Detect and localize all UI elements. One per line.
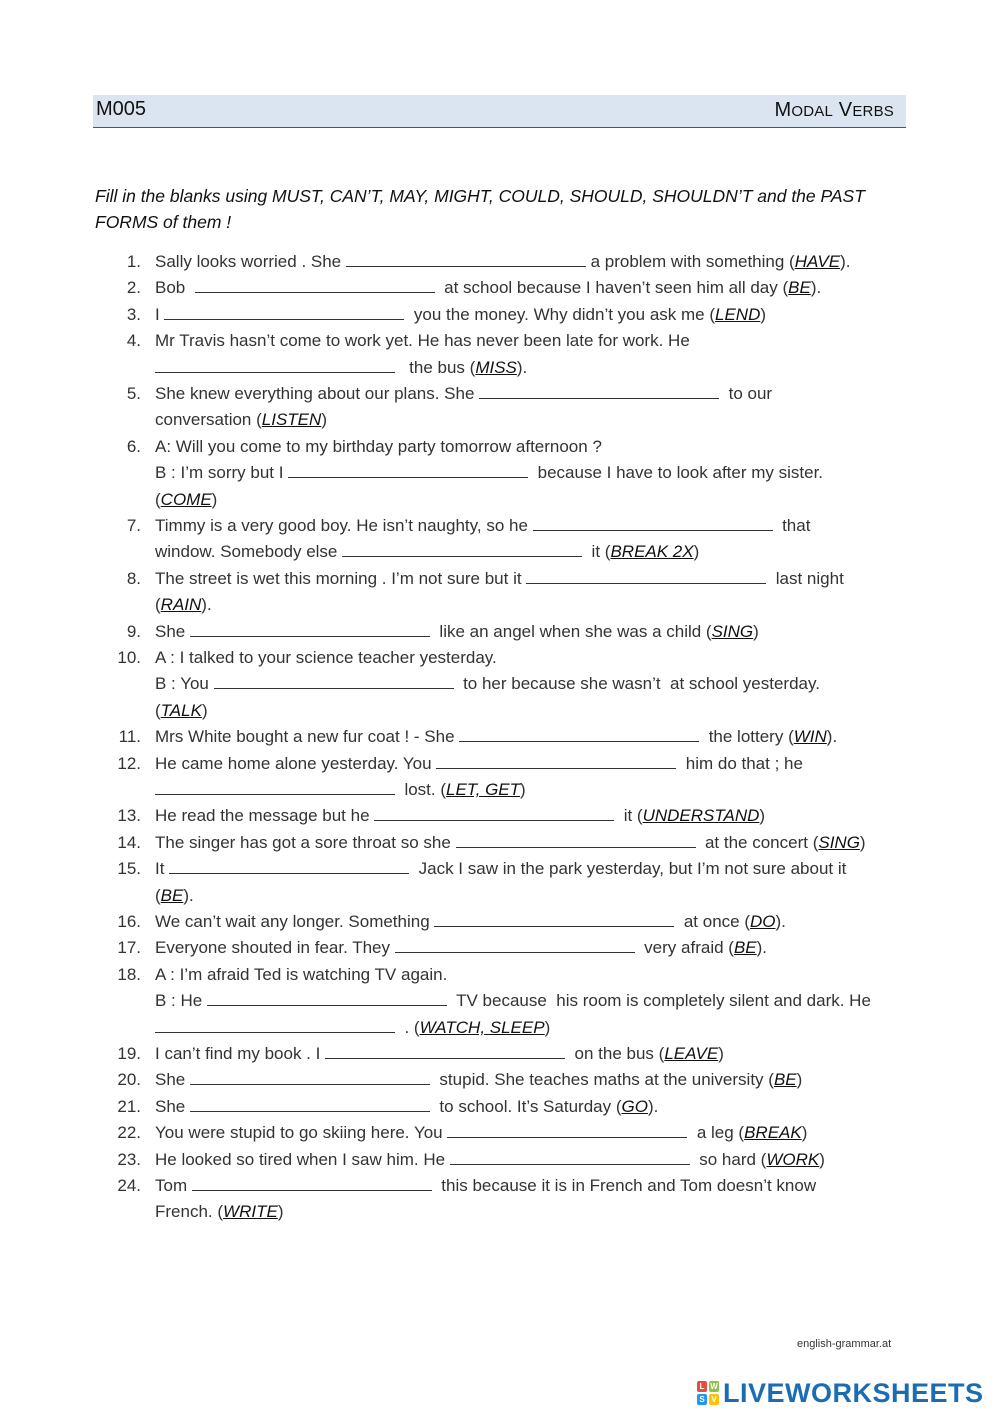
liveworksheets-logo	[695, 1378, 995, 1412]
question-number: 4.	[126, 331, 141, 351]
question-number: 15.	[117, 859, 141, 879]
question-text: to her because she wasn’t at school yesterday.	[453, 674, 820, 694]
answer-blank[interactable]	[436, 754, 676, 769]
answer-blank[interactable]	[169, 859, 409, 874]
question-line	[155, 516, 810, 536]
question-text: The singer has got a sore throat so she	[155, 832, 456, 852]
question-text: ).	[516, 357, 528, 377]
verb-hint: BE	[733, 938, 757, 958]
answer-blank[interactable]	[342, 542, 582, 557]
answer-blank[interactable]	[164, 305, 404, 320]
question-line	[155, 331, 690, 351]
question-line	[155, 437, 602, 457]
question-number: 7.	[126, 516, 141, 535]
question-line	[155, 965, 447, 985]
question-line	[155, 278, 821, 298]
question-text: )	[801, 1123, 808, 1143]
question-text: She	[155, 621, 190, 641]
answer-blank[interactable]	[459, 727, 699, 742]
question-line	[155, 859, 846, 879]
verb-hint: BE	[773, 1070, 797, 1090]
logo-tile: L	[697, 1381, 707, 1392]
logo-grid-icon	[697, 1381, 719, 1405]
question-text: (	[155, 489, 161, 509]
question-text: Sally looks worried . She	[155, 252, 346, 271]
question-text: )	[753, 621, 759, 641]
question-text: ).	[840, 252, 851, 271]
question-line	[155, 674, 820, 694]
question-line	[155, 1176, 816, 1196]
question-text: Bob	[155, 278, 195, 298]
answer-blank[interactable]	[190, 622, 430, 637]
answer-blank[interactable]	[214, 674, 454, 689]
question-number: 2.	[126, 278, 141, 298]
verb-hint: SING	[818, 832, 860, 852]
question-text: The street is wet this morning . I’m not sure but it	[155, 568, 527, 588]
question-text: . (	[395, 1017, 420, 1037]
verb-hint: LISTEN	[261, 410, 322, 430]
question-number: 8.	[126, 568, 141, 588]
question-line	[155, 727, 837, 747]
question-text: )	[321, 410, 327, 430]
question-line	[155, 1044, 724, 1064]
question-text: a problem with something (	[585, 252, 795, 271]
question-line	[155, 833, 866, 853]
question-text: because I have to look after my sister.	[528, 463, 824, 483]
question-text: that	[772, 516, 811, 535]
question-line	[155, 1150, 825, 1170]
answer-blank[interactable]	[155, 358, 395, 373]
question-text: French. (	[155, 1202, 224, 1222]
verb-hint: WATCH, SLEEP	[419, 1017, 545, 1037]
question-line	[155, 542, 699, 562]
question-text: conversation (	[155, 410, 262, 430]
question-text: like an angel when she was a child (	[429, 621, 712, 641]
verb-hint: BE	[788, 278, 811, 298]
question-number: 17.	[117, 938, 141, 958]
verb-hint: WORK	[766, 1149, 820, 1169]
answer-blank[interactable]	[447, 1123, 687, 1138]
verb-hint: TALK	[160, 700, 202, 720]
question-line	[155, 1123, 807, 1143]
question-text: at school because I haven’t seen him all day (	[434, 278, 789, 298]
question-text: it (	[614, 806, 643, 826]
question-text: (	[155, 595, 161, 615]
question-number: 1.	[126, 252, 141, 271]
footer-site-name: english-grammar.at	[797, 1338, 892, 1350]
question-text: )	[718, 1044, 724, 1063]
question-text: )	[759, 806, 766, 826]
question-number: 9.	[126, 621, 141, 641]
question-line	[155, 595, 212, 615]
question-text: )	[520, 780, 526, 799]
question-number: 24.	[117, 1176, 141, 1195]
question-text: Mrs White bought a new fur coat ! - She	[155, 727, 460, 747]
verb-hint: BREAK	[744, 1123, 802, 1143]
question-text: )	[277, 1202, 284, 1222]
verb-hint: DO	[750, 912, 776, 931]
question-text: It	[155, 859, 170, 879]
question-number: 6.	[126, 436, 141, 456]
question-line	[155, 938, 767, 958]
question-text: )	[201, 700, 208, 720]
question-number: 21.	[117, 1096, 141, 1116]
question-line	[155, 991, 871, 1011]
question-text: )	[819, 1149, 825, 1169]
question-text: stupid. She teaches maths at the university (	[429, 1070, 774, 1090]
question-line	[155, 912, 786, 932]
logo-tile: V	[709, 1394, 719, 1405]
question-text: ).	[775, 912, 786, 931]
question-number: 5.	[126, 384, 141, 403]
question-text: to our	[719, 384, 773, 403]
question-text: I	[155, 304, 165, 324]
answer-blank[interactable]	[526, 569, 766, 584]
question-line	[155, 648, 497, 668]
answer-blank[interactable]	[479, 384, 719, 399]
verb-hint: UNDERSTAND	[642, 806, 760, 826]
header-band	[93, 95, 906, 128]
question-text: ).	[647, 1096, 659, 1116]
verb-hint: RAIN	[160, 595, 202, 615]
question-text: She knew everything about our plans. She	[155, 384, 480, 403]
question-text: very afraid (	[634, 938, 734, 958]
answer-blank[interactable]	[434, 912, 674, 927]
question-text: )	[760, 304, 767, 324]
verb-hint: WRITE	[223, 1202, 278, 1222]
question-line	[155, 384, 772, 404]
question-number: 13.	[117, 806, 141, 826]
question-text: a leg (	[687, 1123, 745, 1143]
answer-blank[interactable]	[190, 1097, 430, 1112]
answer-blank[interactable]	[190, 1070, 430, 1085]
question-number: 12.	[117, 753, 141, 773]
answer-blank[interactable]	[192, 1176, 432, 1191]
question-number: 20.	[117, 1070, 141, 1090]
question-line	[155, 1018, 550, 1038]
answer-blank[interactable]	[288, 463, 528, 478]
question-text: Everyone shouted in fear. They	[155, 938, 395, 958]
question-text: A : I talked to your science teacher yesterday.	[155, 648, 497, 667]
question-text: (	[155, 885, 161, 905]
question-text: )	[796, 1070, 803, 1090]
question-text: (	[155, 700, 161, 720]
question-text: window. Somebody else	[155, 542, 343, 562]
verb-hint: MISS	[475, 357, 517, 377]
question-text: B : He	[155, 991, 207, 1011]
question-line	[155, 305, 766, 325]
question-text: She	[155, 1070, 190, 1090]
question-text: Tom	[155, 1176, 192, 1195]
question-text: TV because his room is completely silent and dark. He	[446, 991, 871, 1011]
question-line	[155, 252, 850, 272]
logo-tile: S	[697, 1394, 707, 1405]
question-text: so hard (	[689, 1149, 767, 1169]
question-text: last night	[766, 568, 844, 588]
question-number: 22.	[117, 1123, 141, 1143]
question-number: 19.	[117, 1044, 141, 1063]
verb-hint: BE	[160, 885, 184, 905]
answer-blank[interactable]	[195, 278, 435, 293]
question-line	[155, 410, 327, 430]
question-text: )	[211, 489, 218, 509]
worksheet-topic: MODAL VERBS	[774, 99, 894, 121]
question-text: the bus (	[395, 357, 476, 377]
verb-hint: BREAK 2X	[610, 542, 694, 562]
question-line	[155, 1070, 802, 1090]
question-line	[155, 754, 803, 774]
question-line	[155, 622, 759, 642]
question-number: 23.	[117, 1149, 141, 1169]
question-text: ).	[810, 278, 822, 298]
question-text: Mr Travis hasn’t come to work yet. He has never been late for work. He	[155, 331, 690, 351]
question-text: B : I’m sorry but I	[155, 463, 289, 483]
instruction-text: Fill in the blanks using MUST, CAN’T, MAY, MIGHT, COULD, SHOULD, SHOULDN’T and the PAST FORMS of them !	[95, 186, 865, 232]
verb-hint: GO	[621, 1096, 648, 1116]
question-line	[155, 886, 194, 906]
answer-blank[interactable]	[346, 252, 586, 267]
verb-hint: WIN	[793, 727, 827, 747]
question-text: to school. It’s Saturday (	[429, 1096, 622, 1116]
answer-blank[interactable]	[325, 1044, 565, 1059]
verb-hint: COME	[160, 489, 212, 509]
answer-blank[interactable]	[155, 780, 395, 795]
question-line	[155, 490, 217, 510]
question-text: this because it is in French and Tom doesn’t know	[431, 1176, 817, 1195]
question-text: the lottery (	[699, 727, 794, 747]
question-line	[155, 463, 823, 483]
question-number: 14.	[117, 832, 141, 852]
answer-blank[interactable]	[155, 1018, 395, 1033]
answer-blank[interactable]	[533, 516, 773, 531]
answer-blank[interactable]	[207, 991, 447, 1006]
verb-hint: LEAVE	[664, 1044, 719, 1063]
question-line	[155, 358, 527, 378]
answer-blank[interactable]	[374, 806, 614, 821]
question-text: lost. (	[395, 780, 447, 799]
question-text: ).	[756, 938, 768, 958]
question-text: She	[155, 1096, 190, 1116]
question-text: ).	[826, 727, 838, 747]
question-text: )	[544, 1017, 551, 1037]
question-text: We can’t wait any longer. Something	[155, 912, 435, 931]
question-text: at once (	[674, 912, 751, 931]
logo-tile: W	[710, 1382, 718, 1391]
question-text: B : You	[155, 674, 214, 694]
question-text: You were stupid to go skiing here. You	[155, 1123, 448, 1143]
question-text: I can’t find my book . I	[155, 1044, 326, 1063]
question-text: He came home alone yesterday. You	[155, 753, 437, 773]
verb-hint: LET, GET	[446, 780, 521, 799]
question-text: on the bus (	[565, 1044, 665, 1063]
question-text: He looked so tired when I saw him. He	[155, 1149, 450, 1169]
verb-hint: HAVE	[794, 252, 841, 271]
question-line	[155, 780, 526, 800]
question-number: 3.	[126, 304, 141, 324]
question-number: 11.	[118, 727, 141, 747]
question-number: 16.	[117, 912, 141, 931]
question-text: Timmy is a very good boy. He isn’t naughty, so he	[155, 516, 533, 535]
verb-hint: LEND	[715, 304, 761, 324]
question-text: Jack I saw in the park yesterday, but I’m not sure about it	[409, 859, 847, 879]
question-number: 18.	[117, 964, 141, 984]
verb-hint: SING	[711, 621, 754, 641]
question-line	[155, 1202, 283, 1222]
logo-text: LIVEWORKSHEETS	[723, 1378, 984, 1408]
question-line	[155, 1097, 658, 1117]
answer-blank[interactable]	[450, 1150, 690, 1165]
answer-blank[interactable]	[456, 833, 696, 848]
question-text: you the money. Why didn’t you ask me (	[404, 304, 715, 324]
question-number: 10.	[117, 648, 141, 667]
question-text: )	[693, 542, 700, 562]
answer-blank[interactable]	[395, 938, 635, 953]
question-text: A : I’m afraid Ted is watching TV again.	[155, 964, 448, 984]
question-text: it (	[582, 542, 611, 562]
question-text: He read the message but he	[155, 806, 375, 826]
question-text: ).	[183, 885, 194, 905]
question-text: him do that ; he	[676, 753, 803, 773]
question-text: )	[859, 832, 866, 852]
question-text: A: Will you come to my birthday party tomorrow afternoon ?	[155, 436, 602, 456]
question-text: at the concert (	[695, 832, 819, 852]
question-line	[155, 701, 208, 721]
question-line	[155, 569, 844, 589]
worksheet-code: M005	[96, 98, 147, 120]
question-text: ).	[201, 595, 212, 615]
question-line	[155, 806, 765, 826]
